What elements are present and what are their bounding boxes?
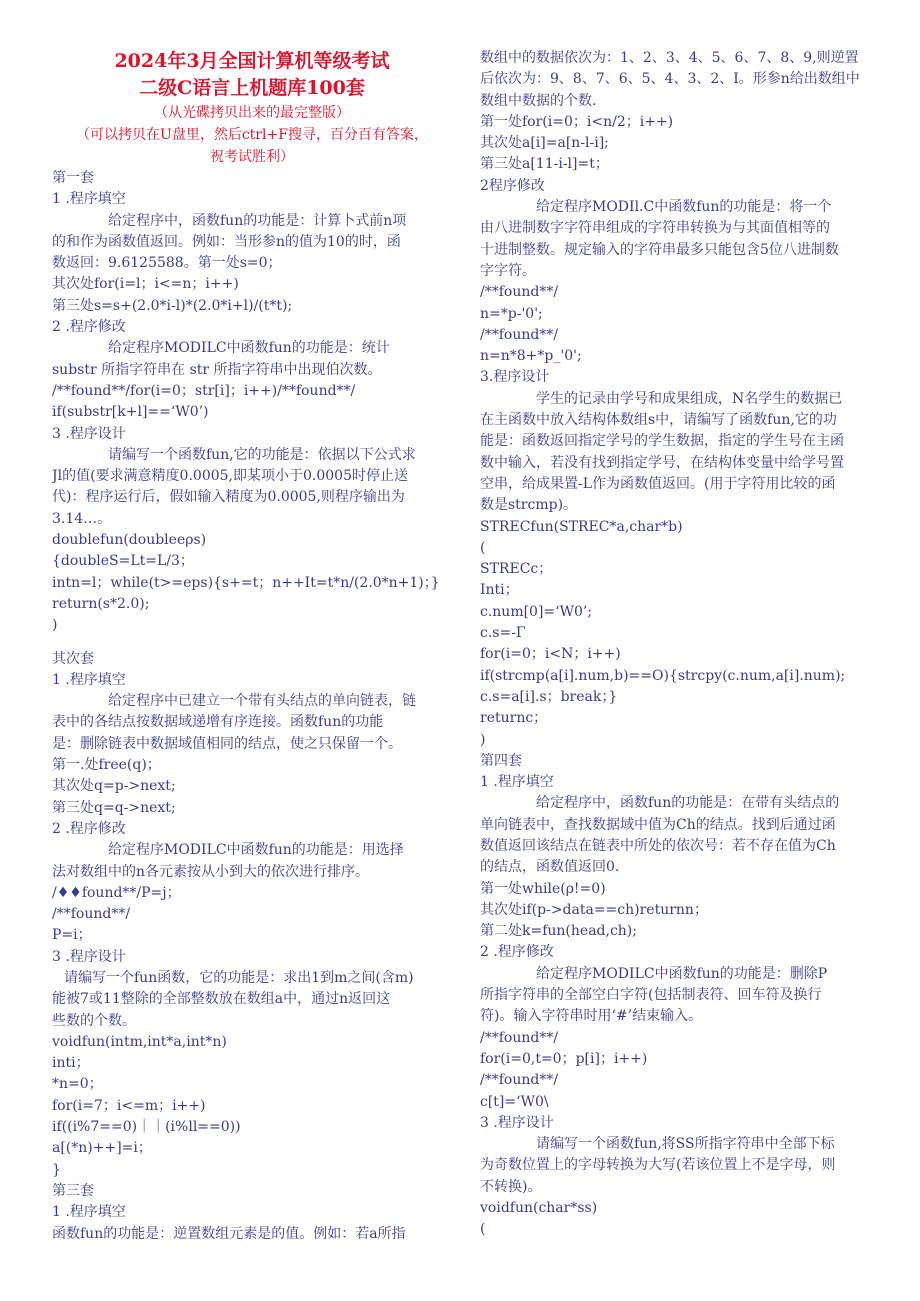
text-line (52, 637, 452, 649)
text-line: 单向链表中，查找数据域中值为Ch的结点。找到后通过函 (480, 816, 836, 833)
text-line: 第三处a[11-i-l]=t； (480, 156, 609, 173)
text-line: /**found**/ (480, 1029, 559, 1046)
text-line: 数返回：9.6125588。第一处s=0； (52, 255, 282, 272)
text-line: 给定程序中，函数fun的功能是：在带有头结点的 (536, 795, 840, 812)
text-line: 其次处q=p->next; (52, 778, 176, 795)
text-line: 第三处q=q->next; (52, 799, 176, 816)
text-line: return(s*2.0); (52, 595, 150, 612)
text-line: /**found**/ (52, 906, 131, 923)
text-line: 代)：程序运行后，假如输入精度为0.0005,则程序输出为 (52, 489, 405, 506)
text-line: *n=0； (52, 1076, 103, 1093)
left-column-text (52, 168, 452, 1245)
text-line: 给定程序中已建立一个带有头结点的单向链表，链 (108, 693, 416, 710)
text-line: 的结点，函数值返回0. (480, 859, 620, 876)
text-line: 法对数组中的n各元素按从小到大的依次进行排序。 (52, 863, 370, 880)
text-line: Inti； (480, 582, 519, 599)
text-line: } (52, 1161, 61, 1178)
text-line: 在主函数中放入结构体数组s中，请编写了函数fun,它的功 (480, 412, 837, 429)
text-line: substr 所指字符串在 str 所指字符串中出现伯次数。 (52, 361, 382, 378)
text-line: 给定程序MODILC中函数fun的功能是：删除P (536, 965, 828, 982)
text-line: /**found**/ (480, 284, 559, 301)
text-line: 所指字符串的全部空白字符(包括制表符、回车符及换行 (480, 987, 822, 1004)
text-line: 第三套 (52, 1182, 94, 1199)
text-line: 为奇数位置上的字母转换为大写(若该位置上不是字母，则 (480, 1157, 836, 1174)
text-line: 符)。输入字符串时用‘#’结束输入。 (480, 1008, 703, 1025)
text-line: 能被7或11整除的全部整数放在数组a中，通过n返回这 (52, 991, 391, 1008)
text-line: 后依次为：9、8、7、6、5、4、3、2、I。形参n给出数组中 (480, 71, 860, 88)
text-line: 请编写一个函数fun,它的功能是：依据以下公式求 (108, 446, 416, 463)
text-line: if(substr[k+l]==‘W0’) (52, 404, 209, 421)
text-line: 些数的个数。 (52, 1012, 136, 1029)
text-line: 表中的各结点按数据域递增有序连接。函数fun的功能 (52, 714, 384, 731)
text-line: 数中输入，若没有找到指定学号，在结构体变量中给学号置 (480, 454, 844, 471)
text-line: for(i=0；i<N；i++) (480, 646, 621, 663)
text-line: 数组中的数据依次为：1、2、3、4、5、6、7、8、9,则逆置 (480, 50, 859, 66)
text-line: n=n*8+*p_'0'; (480, 348, 582, 365)
text-line: 第一套 (52, 170, 94, 186)
text-line: 1 .程序填空 (480, 774, 554, 791)
text-line: c.s=a[i].s；break；} (480, 688, 618, 705)
text-line: 函数fun的功能是：逆置数组元素是的值。例如：若a所指 (52, 1225, 406, 1242)
text-line: 2程序修改 (480, 177, 545, 194)
text-line: 请编写一个fun函数，它的功能是：求出1到m之间(含m) (64, 969, 414, 986)
text-line: 3.14…。 (52, 510, 112, 527)
text-line: /**found**/ (480, 326, 559, 343)
text-line: voidfun(char*ss) (480, 1200, 598, 1217)
text-line: 第二处k=fun(head,ch); (480, 923, 637, 940)
text-line: 给定程序中，函数fun的功能是：计算卜式前n项 (108, 212, 407, 229)
text-line: 给定程序MODILC中函数fun的功能是：用选择 (108, 842, 404, 859)
text-line: 2 .程序修改 (480, 944, 554, 961)
text-line: 其次处if(p->data==ch)returnn； (480, 901, 708, 918)
text-line: 第四套 (480, 752, 522, 769)
text-line: c.num[0]=‘W0’; (480, 603, 593, 620)
text-line: 3.程序设计 (480, 369, 550, 386)
text-line: 请编写一个函数fun,将SS所指字符串中全部下标 (536, 1136, 835, 1153)
text-line: 字字符。 (480, 262, 536, 279)
text-line: 给定程序MODIl.C中函数fun的功能是：将一个 (536, 199, 832, 216)
text-line: Jl的值(要求满意精度0.0005,即某项小于0.0005时停止送 (52, 468, 408, 485)
text-line: 空串，给成果置-L作为函数值返回。(用于字符用比较的函 (480, 475, 836, 492)
document-title-line1: 2024年3月全国计算机等级考试 (114, 50, 390, 72)
text-line: ( (480, 539, 486, 556)
text-line: c.s=-Γ (480, 625, 526, 642)
text-line: 第一处while(ρ!=0) (480, 880, 606, 897)
text-line: if(strcmp(a[i].num,b)==O){strcpy(c.num,a[i].num); (480, 667, 846, 684)
text-line: for(i=7；i<=m；i++) (52, 1097, 206, 1114)
text-line: 3 .程序设计 (52, 948, 126, 965)
text-line: 第一处for(i=0；i<n/2；i++) (480, 113, 674, 130)
text-line: 数是strcmp)。 (480, 497, 578, 514)
text-line: 2 .程序修改 (52, 820, 126, 837)
text-line: 3 .程序设计 (52, 425, 126, 442)
text-line: 1 .程序填空 (52, 671, 126, 688)
text-line: 给定程序MODILC中函数fun的功能是：统计 (108, 340, 390, 357)
text-line: /**found**/ (480, 1072, 559, 1089)
text-line: P=i； (52, 927, 92, 944)
text-line: ) (480, 731, 486, 748)
text-line: ) (52, 617, 58, 634)
text-line: 由八进制数字字符串组成的字符串转换为与其面值相等的 (480, 220, 830, 237)
text-line: 第三处s=s+(2.0*i-l)*(2.0*i+l)/(t*t); (52, 297, 293, 314)
text-line: 数值返回该结点在链表中所处的依次号：若不存在值为Ch (480, 837, 836, 854)
right-column-text (480, 48, 880, 1241)
text-line: 1 .程序填空 (52, 1204, 126, 1221)
text-line: 十进制整数。规定输入的字符串最多只能包含5位八进制数 (480, 241, 839, 258)
text-line: ( (480, 1221, 486, 1238)
text-line: intn=l；while(t>=eps){s+=t；n++It=t*n/(2.0*n+1)；} (52, 574, 440, 591)
text-line: /**found**/for(i=0；str[i]；i++)/**found**/ (52, 382, 356, 399)
document-title-line2: 二级C语言上机题库100套 (139, 77, 365, 99)
subtitle-line2: （可以拷贝在U盘里，然后ctrl+F搜寻，百分百有答案， (76, 127, 428, 143)
text-line: 能是：函数返回指定学号的学生数据，指定的学生号在主函 (480, 433, 844, 450)
text-line: STRECfun(STREC*a,char*b) (480, 518, 683, 535)
text-line: 学生的记录由学号和成果组成，N名学生的数据已 (536, 390, 843, 407)
subtitle-line1: （从光碟拷贝出来的最完整版） (154, 105, 350, 121)
text-line: c[t]=‘W0\ (480, 1093, 549, 1110)
text-line: 其次处for(i=l；i<=n；i++) (52, 276, 239, 293)
text-line: 其次套 (52, 650, 94, 667)
text-line: /♦♦found**/P=j； (52, 884, 181, 901)
right-column (480, 48, 880, 1241)
text-line: {doubleS=Lt=L/3； (52, 553, 194, 570)
text-line: 的和作为函数值返回。例如：当形参n的值为10的时，函 (52, 233, 401, 250)
text-line: for(i=0,t=0；p[i]；i++) (480, 1050, 648, 1067)
text-line: 数组中数据的个数. (480, 92, 597, 109)
text-line: 1 .程序填空 (52, 191, 126, 208)
text-line: voidfun(intm,int*a,int*n) (52, 1033, 227, 1050)
text-line: 不转换)。 (480, 1178, 542, 1195)
text-line: if((i%7==0)｜｜(i%ll==0)) (52, 1119, 241, 1136)
text-line: n=*p-'0'; (480, 305, 543, 322)
text-line: inti； (52, 1055, 90, 1072)
text-line: returnc； (480, 710, 548, 727)
text-line: 是：删除链表中数据域值相同的结点，使之只保留一个。 (52, 735, 402, 752)
text-line: 3 .程序设计 (480, 1114, 554, 1131)
text-line: doublefun(doubleeρs) (52, 532, 207, 549)
text-line: 2 .程序修改 (52, 319, 126, 336)
text-line: a[(*n)++]=i； (52, 1140, 152, 1157)
text-line: 其次处a[i]=a[n-l-i]; (480, 135, 609, 152)
subtitle-line3: 祝考试胜利） (210, 149, 294, 165)
text-line: STRECc； (480, 561, 553, 578)
text-line: 第一.处free(q)； (52, 757, 161, 774)
left-column (52, 48, 452, 1245)
